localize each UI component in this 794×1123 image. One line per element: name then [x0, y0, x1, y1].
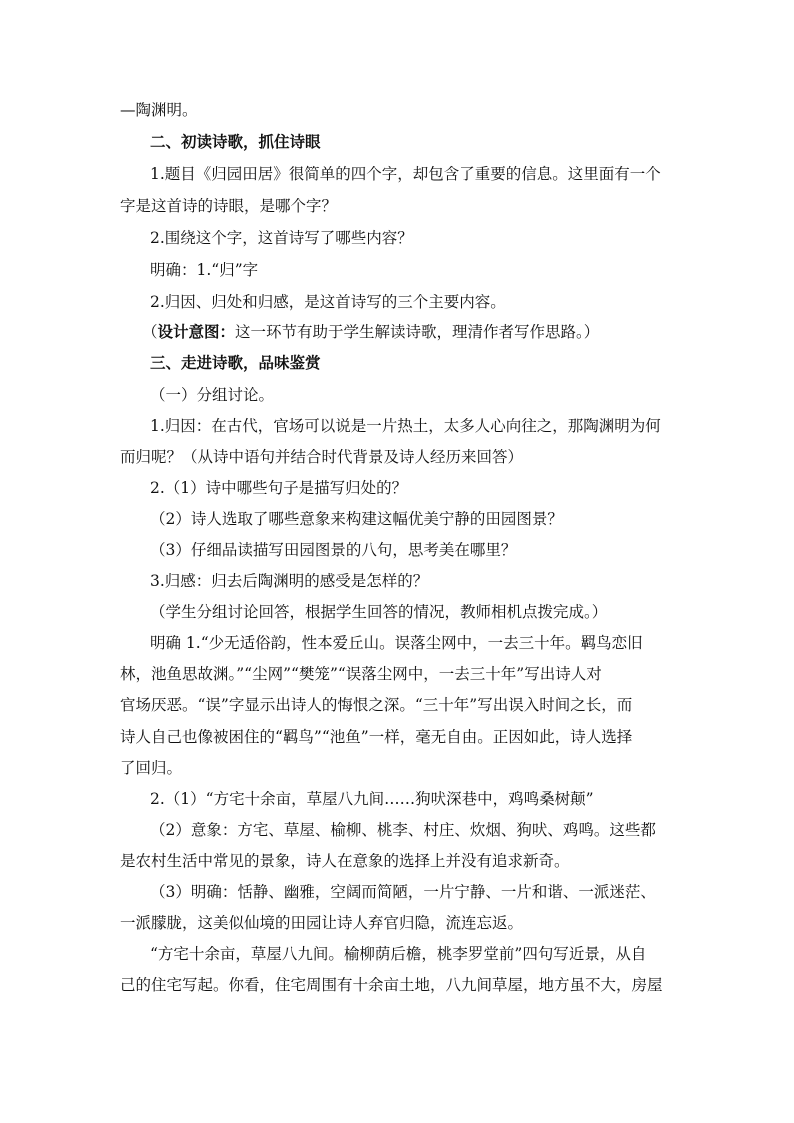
text-line: 2.（1）诗中哪些句子是描写归处的？ — [150, 479, 408, 497]
text-line: 是农村生活中常见的景象，诗人在意象的选择上并没有追求新奇。 — [120, 852, 570, 870]
text-line: 明确 1.“少无适俗韵，性本爱丘山。误落尘网中，一去三十年。羁鸟恋旧 — [150, 634, 643, 652]
text-line: （学生分组讨论回答，根据学生回答的情况，教师相机点拨完成。） — [150, 603, 608, 621]
text-line: 而归呢？（从诗中语句并结合时代背景及诗人经历来回答） — [120, 448, 524, 466]
text-line: 3.归感：归去后陶渊明的感受是怎样的？ — [150, 572, 429, 590]
text-line: 1.题目《归园田居》很简单的四个字，却包含了重要的信息。这里面有一个 — [150, 165, 661, 183]
text-line: —陶渊明。 — [120, 101, 198, 119]
text-line: 官场厌恶。“误”字显示出诗人的悔恨之深。“三十年”写出误入时间之长，而 — [120, 696, 633, 714]
text-line: 2.归因、归处和归感，是这首诗写的三个主要内容。 — [150, 293, 506, 311]
text-line: 一派朦胧，这美似仙境的田园让诗人弃官归隐，流连忘返。 — [120, 914, 524, 932]
text-line: 了回归。 — [120, 759, 183, 777]
design-intent-note — [142, 322, 599, 342]
text-line: 诗人自己也像被困住的“羁鸟”“池鱼”一样，毫无自由。正因如此，诗人选择 — [120, 728, 633, 746]
text-line: （3）仔细品读描写田园图景的八句，思考美在哪里？ — [150, 541, 517, 559]
section-heading: 三、走进诗歌，品味鉴赏 — [150, 353, 321, 372]
note-open-paren: （ — [142, 323, 158, 341]
text-line: “方宅十余亩，草屋八九间。榆柳荫后檐，桃李罗堂前”四句写近景，从自 — [150, 945, 647, 963]
text-line: 明确：1.“归”字 — [150, 261, 259, 279]
text-line: （3）明确：恬静、幽雅，空阔而简陋，一片宁静、一片和谐、一派迷茫、 — [150, 883, 656, 901]
text-line: 字是这首诗的诗眼，是哪个字？ — [120, 197, 338, 215]
text-line: 己的住宅写起。你看，住宅周围有十余亩土地，八九间草屋，地方虽不大，房屋 — [120, 976, 663, 994]
section-heading: 二、初读诗歌，抓住诗眼 — [150, 132, 321, 151]
text-line: （2）诗人选取了哪些意象来构建这幅优美宁静的田园图景？ — [150, 510, 563, 528]
text-line: （2）意象：方宅、草屋、榆柳、桃李、村庄、炊烟、狗吠、鸡鸣。这些都 — [150, 821, 656, 839]
text-line: 林，池鱼思故渊。”“尘网”“樊笼”“误落尘网中，一去三十年”写出诗人对 — [120, 665, 602, 683]
note-close-paren: ） — [583, 323, 600, 341]
text-line: （一）分组讨论。 — [150, 386, 275, 404]
text-line: 1.归因：在古代，官场可以说是一片热土，太多人心向往之，那陶渊明为何 — [150, 417, 661, 435]
text-line: 2.（1）“方宅十余亩，草屋八九间……狗吠深巷中，鸡鸣桑树颠” — [150, 790, 594, 808]
note-label: 设计意图： — [157, 322, 236, 341]
note-body: 这一环节有助于学生解读诗歌，理清作者写作思路。 — [235, 323, 584, 341]
text-line: 2.围绕这个字，这首诗写了哪些内容？ — [150, 229, 413, 247]
